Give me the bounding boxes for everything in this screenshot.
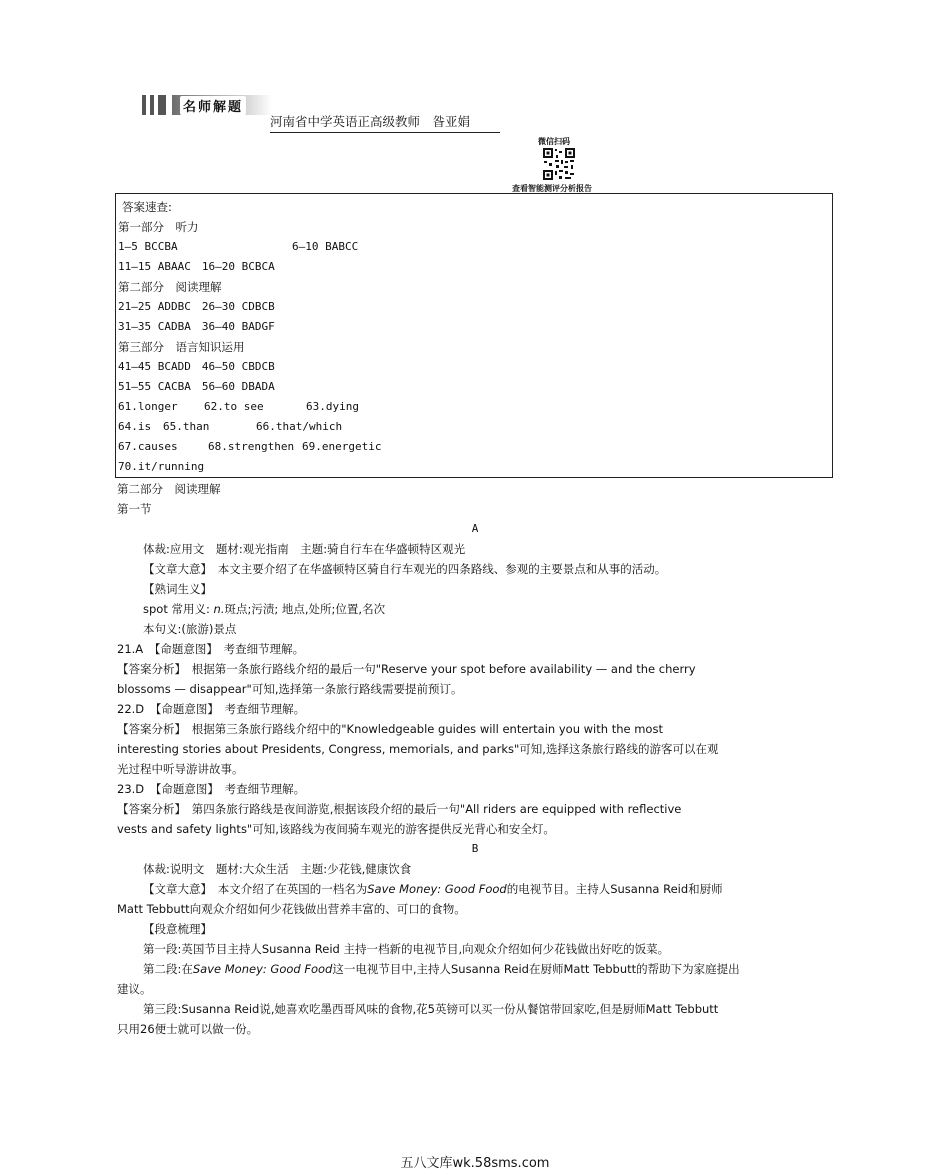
q21-intent: 【命题意图】 考查细节理解。 xyxy=(154,642,305,656)
q21-header xyxy=(117,642,304,656)
answer-row: 41—45 BCADD 46—50 CBDCB xyxy=(118,360,275,373)
q23-analysis: 【答案分析】 第四条旅行路线是夜间游览,根据该段介绍的最后一句"All riders are equipped with reflective xyxy=(117,802,682,816)
banner-bar xyxy=(158,95,166,115)
show-title: Save Money: Good Food xyxy=(192,962,333,976)
outline-p3: 第三段:Susanna Reid说,她喜欢吃墨西哥风味的食物,花5英镑可以买一份从餐馆带回家吃,但是厨师Matt Tebbutt xyxy=(143,1002,719,1016)
passage-b-summary xyxy=(143,882,723,896)
q22-analysis: 【答案分析】 根据第三条旅行路线介绍中的"Knowledgeable guides will entertain you with the most xyxy=(117,722,663,736)
answer-row: 11—15 ABAAC 16—20 BCBCA xyxy=(118,260,275,273)
passage-b-summary-cont: Matt Tebbutt向观众介绍如何少花钱做出营养丰富的、可口的食物。 xyxy=(117,902,466,916)
q21-analysis: 【答案分析】 根据第一条旅行路线介绍的最后一句"Reserve your spot before availability — and the cherry xyxy=(117,662,696,676)
q22-header xyxy=(117,702,305,716)
part3-title: 第三部分 语言知识运用 xyxy=(118,340,245,354)
fill-answer: 63.dying xyxy=(306,400,359,413)
summary-text: 本文介绍了在英国的一档名为 xyxy=(217,882,368,896)
summary-label: 【文章大意】 xyxy=(143,882,207,896)
section-title: 第二部分 阅读理解 xyxy=(117,482,221,496)
outline-p2 xyxy=(143,962,740,976)
subsection-title: 第一节 xyxy=(117,502,152,516)
fill-answer: 70.it/running xyxy=(118,460,205,473)
passage-b-label: B xyxy=(471,842,479,855)
banner-bar xyxy=(142,95,146,115)
answer-key-box xyxy=(115,193,833,478)
fill-answer: 69.energetic xyxy=(302,440,382,453)
part1-title: 第一部分 听力 xyxy=(118,220,199,234)
vocab-label: 【熟词生义】 xyxy=(143,582,212,596)
q23-header xyxy=(117,782,305,796)
vocab-context: 本句义:(旅游)景点 xyxy=(143,622,237,636)
show-title: Save Money: Good Food xyxy=(367,882,507,896)
q22-analysis: 光过程中听导游讲故事。 xyxy=(117,762,244,776)
passage-a-genre: 体裁:应用文 题材:观光指南 主题:骑自行车在华盛顿特区观光 xyxy=(143,542,466,556)
q21-number: 21.A xyxy=(117,642,144,656)
fill-answer: 66.that/which xyxy=(256,420,343,433)
q22-analysis: interesting stories about Presidents, Congress, memorials, and parks"可知,选择这条旅行路线的游客可以在观 xyxy=(117,742,719,756)
fill-answer: 61.longer xyxy=(118,400,178,413)
fill-answer: 64.is xyxy=(118,420,152,433)
teacher-credit: 河南省中学英语正高级教师 昝亚娟 xyxy=(270,112,500,133)
passage-a-label: A xyxy=(471,522,479,535)
outline-p1: 第一段:英国节目主持人Susanna Reid 主持一档新的电视节目,向观众介绍如何少花钱做出好吃的饭菜。 xyxy=(143,942,670,956)
qr-bottom-label: 查看智能测评分析报告 xyxy=(512,184,592,193)
q21-analysis: blossoms — disappear"可知,选择第一条旅行路线需要提前预订。 xyxy=(117,682,463,696)
summary-text: 本文主要介绍了在华盛顿特区骑自行车观光的四条路线、参观的主要景点和从事的活动。 xyxy=(217,562,667,576)
summary-label: 【文章大意】 xyxy=(143,562,207,576)
q22-intent: 【命题意图】 考查细节理解。 xyxy=(155,702,306,716)
banner-title-block xyxy=(172,95,272,115)
outline-label: 【段意梳理】 xyxy=(143,922,212,936)
answer-row: 31—35 CADBA 36—40 BADGF xyxy=(118,320,275,333)
fill-answer: 62.to see xyxy=(204,400,264,413)
q23-intent: 【命题意图】 考查细节理解。 xyxy=(155,782,306,796)
outline-p2-cont: 建议。 xyxy=(117,982,152,996)
q22-number: 22.D xyxy=(117,702,145,716)
q23-analysis: vests and safety lights"可知,该路线为夜间骑车观光的游客提供反光背心和安全灯。 xyxy=(117,822,555,836)
fill-answer: 67.causes xyxy=(118,440,178,453)
qr-top-label: 微信扫码 xyxy=(538,137,570,146)
fill-answer: 65.than xyxy=(163,420,210,433)
footer-watermark: 五八文库wk.58sms.com xyxy=(400,1156,550,1171)
answer-heading: 答案速查: xyxy=(122,200,172,214)
outline-p3-cont: 只用26便士就可以做一份。 xyxy=(117,1022,259,1036)
vocab-entry xyxy=(143,602,385,616)
answer-row: 1—5 BCCBA xyxy=(118,240,178,253)
vocab-word: spot 常用义: xyxy=(143,602,214,616)
part2-title: 第二部分 阅读理解 xyxy=(118,280,222,294)
answer-row: 51—55 CACBA 56—60 DBADA xyxy=(118,380,275,393)
q23-number: 23.D xyxy=(117,782,145,796)
qr-code-icon[interactable] xyxy=(542,147,576,181)
answer-row: 6—10 BABCC xyxy=(292,240,359,253)
banner-title: 名师解题 xyxy=(180,96,246,115)
vocab-pos: n. xyxy=(213,602,225,616)
fill-answer: 68.strengthen xyxy=(208,440,295,453)
passage-a-summary xyxy=(143,562,666,576)
summary-text: 的电视节目。主持人Susanna Reid和厨师 xyxy=(506,882,723,896)
vocab-meaning: 斑点;污渍; 地点,处所;位置,名次 xyxy=(224,602,386,616)
banner-bar xyxy=(150,95,154,115)
passage-b-genre: 体裁:说明文 题材:大众生活 主题:少花钱,健康饮食 xyxy=(143,862,412,876)
outline-text: 第二段:在 xyxy=(143,962,193,976)
outline-text: 这一电视节目中,主持人Susanna Reid在厨师Matt Tebbutt的帮助下为家庭提出 xyxy=(332,962,740,976)
answer-row: 21—25 ADDBC 26—30 CDBCB xyxy=(118,300,275,313)
